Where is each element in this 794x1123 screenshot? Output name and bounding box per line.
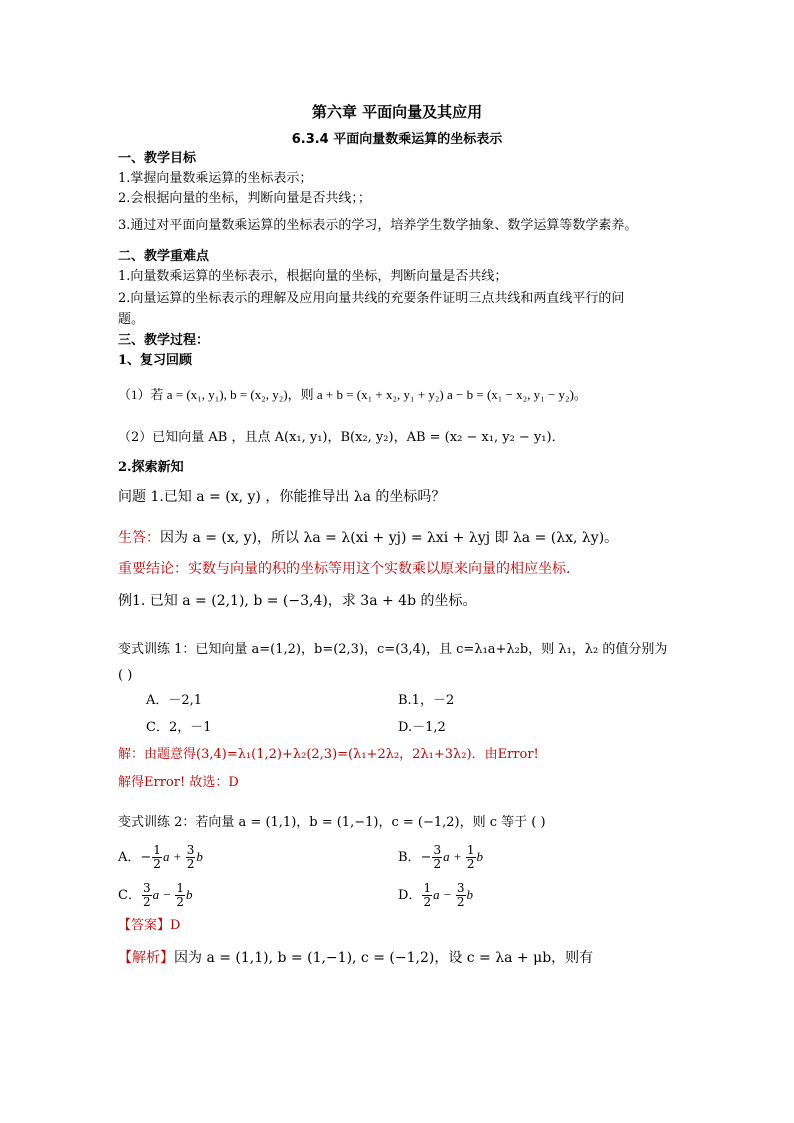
- denominator: 2: [423, 895, 432, 909]
- term: b: [186, 887, 193, 902]
- drill2-option-c: [118, 882, 193, 908]
- fraction: [466, 844, 476, 871]
- denominator: 2: [142, 895, 151, 909]
- example-1: 例1. 已知 a = (2,1), b = (−3,4)，求 3a + 4b 的坐标。: [118, 593, 477, 609]
- review-2: （2）已知向量 AB ，且点 A(x₁, y₁)，B(x₂, y₂)，AB = (x₂ − x₁, y₂ − y₁)．: [118, 430, 565, 445]
- numerator: 3: [142, 881, 151, 895]
- sign: −: [140, 850, 152, 865]
- drill1-stem: 变式训练 1：已知向量 a=(1,2)，b=(2,3)，c=(3,4)，且 c=λ₁a+λ₂b，则 λ₁，λ₂ 的值分别为: [118, 642, 668, 657]
- denominator: 2: [456, 895, 465, 909]
- denominator: 2: [433, 857, 442, 871]
- drill2-option-b: [398, 844, 483, 870]
- answer-tag: 【答案】: [118, 918, 171, 933]
- option-label: B．: [398, 850, 421, 865]
- analysis-tag: 【解析】: [118, 950, 174, 966]
- option-label: C．: [118, 888, 141, 903]
- drill2-option-d: [398, 882, 473, 908]
- answer-value: D: [170, 918, 181, 933]
- sec3-sub1: 1、复习回顾: [118, 353, 193, 368]
- numerator: 3: [186, 843, 195, 857]
- sec1-heading: 一、教学目标: [118, 151, 197, 166]
- numerator: 3: [433, 843, 442, 857]
- fraction: [432, 844, 442, 871]
- answer-text: 因为 a = (x, y)，所以 λa = λ(xi + yj) = λxi + λyj 即 λa = (λx, λy)。: [160, 530, 619, 546]
- sec3-heading: 三、教学过程：: [118, 333, 210, 348]
- fraction: [186, 844, 196, 871]
- sec2-item-3: 题。: [118, 312, 145, 327]
- sec1-item-2: 2.会根据向量的坐标，判断向量是否共线；；: [118, 191, 371, 206]
- section-subtitle: 6.3.4 平面向量数乘运算的坐标表示: [291, 132, 503, 147]
- denominator: 2: [466, 857, 475, 871]
- page-title: 第六章 平面向量及其应用: [311, 103, 483, 121]
- question-1: 问题 1.已知 a = (x, y) ，你能推导出 λa 的坐标吗？: [118, 489, 446, 505]
- denominator: 2: [186, 857, 195, 871]
- option-label: A．: [118, 850, 141, 865]
- term: a +: [162, 849, 185, 864]
- analysis-text: 因为 a = (1,1), b = (1,−1), c = (−1,2)，设 c = λa + μb，则有: [174, 950, 594, 966]
- drill1-option-c: C．2，－1: [146, 720, 212, 735]
- drill1-solution-2: 解得Error! 故选：D: [118, 775, 239, 790]
- numerator: 1: [176, 881, 185, 895]
- drill1-option-b: B.1，－2: [398, 693, 455, 708]
- drill2-analysis: [118, 949, 593, 967]
- drill1-option-a: A．－2,1: [146, 693, 203, 708]
- numerator: 1: [423, 881, 432, 895]
- drill1-option-d: D.－1,2: [398, 720, 446, 735]
- drill2-answer: [118, 917, 180, 935]
- drill2-option-a: [118, 844, 203, 870]
- option-label: D．: [398, 888, 422, 903]
- term: a −: [433, 887, 455, 902]
- term: b: [466, 887, 473, 902]
- drill2-stem: 变式训练 2：若向量 a = (1,1)，b = (1,−1)，c = (−1,2)，则 c 等于 ( ): [118, 815, 546, 830]
- sec3-sub2: 2.探索新知: [118, 460, 184, 475]
- term: a −: [152, 887, 175, 902]
- sec2-item-2: 2.向量运算的坐标表示的理解及应用向量共线的充要条件证明三点共线和两直线平行的问: [118, 291, 625, 306]
- numerator: 1: [153, 843, 161, 857]
- review-1: （1）若 a = (x₁, y₁), b = (x₂, y₂)，则 a + b = (x₁ + x₂, y₁ + y₂) a − b = (x₁ − x₂, y₁ − y₂)。: [118, 387, 587, 402]
- student-answer: [118, 529, 618, 547]
- denominator: 2: [153, 857, 161, 871]
- sign: −: [420, 850, 432, 865]
- fraction: [422, 882, 432, 909]
- sec1-item-1: 1.掌握向量数乘运算的坐标表示；: [118, 171, 313, 186]
- numerator: 1: [466, 843, 475, 857]
- key-conclusion: 重要结论：实数与向量的积的坐标等用这个实数乘以原来向量的相应坐标.: [118, 561, 571, 577]
- denominator: 2: [176, 895, 185, 909]
- sec1-item-3: 3.通过对平面向量数乘运算的坐标表示的学习，培养学生数学抽象、数学运算等数学素养。: [118, 218, 638, 233]
- fraction: [456, 882, 466, 909]
- sec2-item-1: 1.向量数乘运算的坐标表示，根据向量的坐标，判断向量是否共线；: [118, 269, 508, 284]
- drill1-solution-1: 解：由题意得(3,4)=λ₁(1,2)+λ₂(2,3)=(λ₁+2λ₂，2λ₁+3λ₂)．由Error!: [118, 747, 539, 762]
- term: b: [476, 849, 484, 864]
- numerator: 3: [456, 881, 465, 895]
- answer-label: 生答：: [118, 530, 160, 546]
- term: a +: [443, 849, 465, 864]
- fraction: [142, 882, 152, 909]
- fraction: [152, 844, 162, 871]
- sec2-heading: 二、教学重难点: [118, 249, 210, 264]
- term: b: [196, 849, 203, 864]
- fraction: [175, 882, 185, 909]
- drill1-paren: ( ): [118, 668, 133, 683]
